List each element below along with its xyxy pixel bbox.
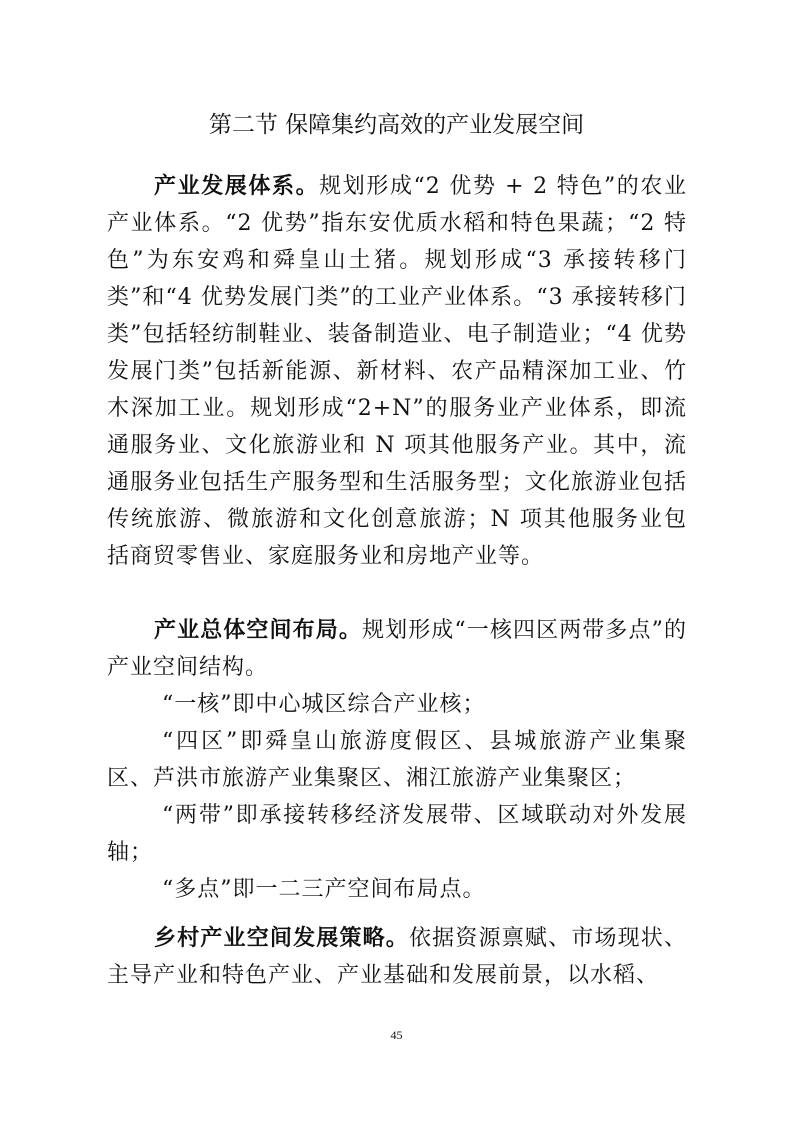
list-item: “两带”即承接转移经济发展带、区域联动对外发展轴； xyxy=(107,803,687,865)
paragraph-lead: 产业发展体系。 xyxy=(154,173,320,199)
paragraph-spatial-layout xyxy=(107,612,687,686)
paragraph-lead: 乡村产业空间发展策略。 xyxy=(154,925,409,951)
paragraph-multi-points xyxy=(107,871,687,908)
paragraph-four-zones xyxy=(107,723,687,797)
paragraph-industry-system xyxy=(107,168,687,575)
paragraph-one-core xyxy=(107,686,687,723)
page-number: 45 xyxy=(390,1028,403,1042)
paragraph-text: 规划形成“2 优势 + 2 特色”的农业产业体系。“2 优势”指东安优质水稻和特色果蔬；“2 特色”为东安鸡和舜皇山土猪。规划形成“3 承接转移门类”和“4 优势发展门类”的工业产业体系。“3 承接转移门类”包括轻纺制鞋业、装备制造业、电子制造业；“4 优势发展门类”包括新能源、新材料、农产品精深加工业、竹木深加工业。规划形成“2+N”的服务业产业体系，即流通服务业、文化旅游业和 N 项其他服务产业。其中，流通服务业包括生产服务型和生活服务型；文化旅游业包括传统旅游、微旅游和文化创意旅游；N 项其他服务业包括商贸零售业、家庭服务业和房地产业等。 xyxy=(107,174,687,569)
section-heading: 第二节 保障集约高效的产业发展空间 xyxy=(208,112,585,138)
paragraph-two-belts xyxy=(107,797,687,871)
paragraph-rural-strategy xyxy=(107,920,687,994)
paragraph-text: 规划形成“一核四区两带多点”的产业空间结构。 xyxy=(107,618,687,680)
list-item: “四区”即舜皇山旅游度假区、县城旅游产业集聚区、芦洪市旅游产业集聚区、湘江旅游产业集聚区； xyxy=(107,729,687,791)
paragraph-text: 依据资源禀赋、市场现状、主导产业和特色产业、产业基础和发展前景，以水稻、 xyxy=(107,926,687,988)
list-item: “一核”即中心城区综合产业核； xyxy=(162,692,486,717)
paragraph-lead: 产业总体空间布局。 xyxy=(154,617,362,643)
list-item: “多点”即一二三产空间布局点。 xyxy=(162,877,486,902)
